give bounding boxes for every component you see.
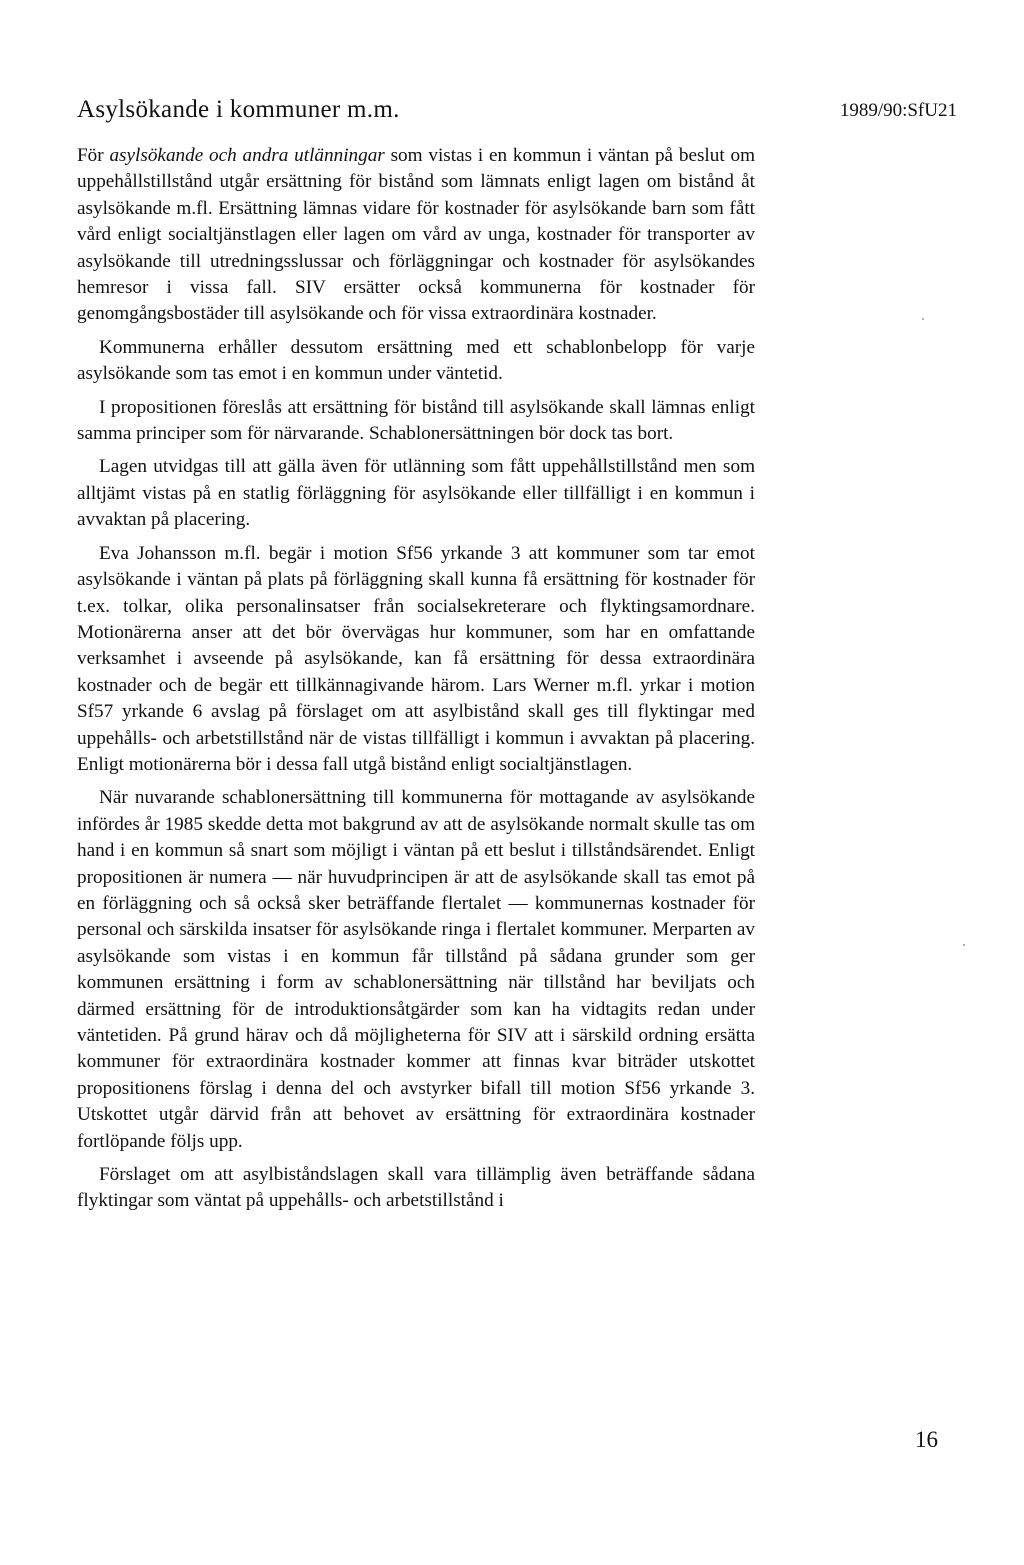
paragraph-3: I propositionen föreslås att ersättning för bistånd till asylsökande skall lämnas enligt samma principer som för närvarande. Schablonersättningen bör dock tas bort.: [77, 396, 755, 445]
page-header: [77, 96, 957, 132]
paragraph-2: Kommunerna erhåller dessutom ersättning med ett schablonbelopp för varje asylsökande som tas emot i en kommun under väntetid.: [77, 336, 755, 385]
document-reference: 1989/90:SfU21: [839, 100, 957, 121]
scan-speck: [922, 318, 924, 320]
paragraph-1: [77, 143, 755, 328]
paragraph-7: Förslaget om att asylbiståndslagen skall vara tillämplig även beträffande sådana flyktingar som väntat på uppehålls- och arbetstillstånd i: [77, 1164, 755, 1212]
paragraph-4: Lagen utvidgas till att gälla även för utlänning som fått uppehållstillstånd men som alltjämt vistas på en statlig förläggning för asylsökande eller tillfälligt i en kommun i avvaktan på placering.: [77, 456, 755, 531]
body-text: [77, 143, 755, 1222]
paragraph-6: När nuvarande schablonersättning till kommunerna för mottagande av asylsökande infördes år 1985 skedde detta mot bakgrund av att de asylsökande normalt skulle tas om hand i en kommun så snart som möjligt i väntan på ett beslut i tillståndsärendet. Enligt propositionen är numera — när huvudprincipen är att de asylsökande skall tas emot på en förläggning och så också sker beträffande flertalet — kommunernas kostnader för personal och särskilda insatser för asylsökande ringa i flertalet kommuner. Merparten av asylsökande som vistas i en kommun får tillstånd på sådana grunder som ger kommunen ersättning i form av schablonersättning när tillstånd har beviljats och därmed ersättning för de introduktionsåtgärder som kan ha vidtagits redan under väntetiden. På grund härav och då möjligheterna för SIV att i särskild ordning ersätta kommuner för extraordinära kostnader kommer att finnas kvar biträder utskottet propositionens förslag i denna del och avstyrker bifall till motion Sf56 yrkande 3. Utskottet utgår därvid från att behovet av ersättning för extraordinära kostnader fortlöpande följs upp.: [77, 787, 755, 1152]
page-number: 16: [915, 1427, 938, 1452]
paragraph-5: Eva Johansson m.fl. begär i motion Sf56 yrkande 3 att kommuner som tar emot asylsökande i väntan på plats på förläggning skall kunna få ersättning för kostnader för t.ex. tolkar, olika personalinsatser från socialsekreterare och flyktingsamordnare. Motionärerna anser att det bör övervägas hur kommuner, som har en omfattande verksamhet i avseende på asylsökande, kan få ersättning för dessa extraordinära kostnader och de begär ett tillkännagivande härom. Lars Werner m.fl. yrkar i motion Sf57 yrkande 6 avslag på förslaget om att asylbistånd skall ges till flyktingar med uppehålls- och arbetstillstånd när de vistas tillfälligt i kommun i avvaktan på placering. Enligt motionärerna bör i dessa fall utgå bistånd enligt socialtjänstlagen.: [77, 542, 755, 775]
paragraph-1-lead: För: [77, 145, 110, 166]
scan-speck: [963, 944, 965, 946]
paragraph-1-text: som vistas i en kommun i väntan på beslut om uppehållstillstånd utgår ersättning för bistånd som lämnats enligt lagen om bistånd åt asylsökande m.fl. Ersättning lämnas vidare för kostnader för asylsökande barn som fått vård enligt socialtjänstlagen eller lagen om vård av unga, kostnader för transporter av asylsökande till utredningsslussar och förläggningar och kostnader för asylsökandes hemresor i vissa fall. SIV ersätter också kommunerna för kostnader för genomgångsbostäder till asylsökande och för vissa extraordinära kostnader.: [77, 145, 755, 325]
running-title: Asylsökande i kommuner m.m.: [77, 96, 400, 123]
paragraph-1-italic-term: asylsökande och andra utlänningar: [109, 145, 385, 166]
